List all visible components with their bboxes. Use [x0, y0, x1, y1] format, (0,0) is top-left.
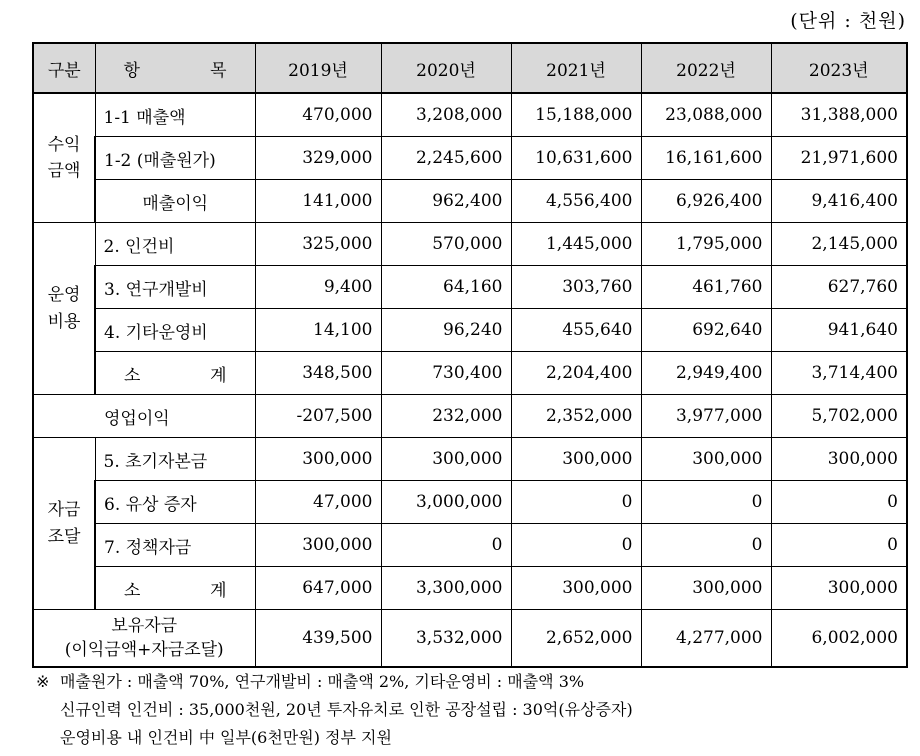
cell-value: 303,760 — [511, 266, 641, 309]
header-year: 2019년 — [255, 43, 381, 93]
cell-value: 10,631,600 — [511, 137, 641, 180]
note-mark: ※ — [36, 672, 50, 691]
cell-value: 0 — [641, 481, 771, 524]
cell-value: 0 — [511, 481, 641, 524]
cell-value: 647,000 — [255, 567, 381, 610]
row-label: 7. 정책자금 — [95, 524, 255, 567]
cell-value: 300,000 — [771, 567, 907, 610]
cell-value: 570,000 — [381, 223, 511, 266]
header-year: 2023년 — [771, 43, 907, 93]
cell-value: 3,300,000 — [381, 567, 511, 610]
cell-value: 9,400 — [255, 266, 381, 309]
cell-value: 3,532,000 — [381, 610, 511, 668]
row-label: 소 계 — [95, 567, 255, 610]
cell-value: 962,400 — [381, 180, 511, 223]
cell-value: 6,926,400 — [641, 180, 771, 223]
cell-value: 21,971,600 — [771, 137, 907, 180]
cell-value: 2,352,000 — [511, 395, 641, 438]
header-year: 2022년 — [641, 43, 771, 93]
cell-value: 461,760 — [641, 266, 771, 309]
row-label: 4. 기타운영비 — [95, 309, 255, 352]
cell-value: 31,388,000 — [771, 93, 907, 137]
cell-value: 3,977,000 — [641, 395, 771, 438]
cell-value: 1,795,000 — [641, 223, 771, 266]
row-label: 2. 인건비 — [95, 223, 255, 266]
cell-value: 4,556,400 — [511, 180, 641, 223]
table-row — [33, 309, 907, 352]
cell-value: 300,000 — [255, 438, 381, 481]
cell-value: 14,100 — [255, 309, 381, 352]
cell-value: 9,416,400 — [771, 180, 907, 223]
cell-value: 455,640 — [511, 309, 641, 352]
cell-value: 300,000 — [641, 567, 771, 610]
cell-value: 64,160 — [381, 266, 511, 309]
row-label: 1-2 (매출원가) — [95, 137, 255, 180]
row-label: 매출이익 — [95, 180, 255, 223]
table-row — [33, 223, 907, 266]
cell-value: 300,000 — [771, 438, 907, 481]
table-row — [33, 524, 907, 567]
cell-value: 325,000 — [255, 223, 381, 266]
row-label: 보유자금 (이익금액+자금조달) — [33, 610, 255, 668]
cell-value: 0 — [641, 524, 771, 567]
table-row — [33, 266, 907, 309]
row-label: 5. 초기자본금 — [95, 438, 255, 481]
cell-value: 0 — [771, 524, 907, 567]
header-item: 항 목 — [95, 43, 255, 93]
group-funding: 자금 조달 — [33, 438, 95, 610]
table-row — [33, 395, 907, 438]
cell-value: 2,204,400 — [511, 352, 641, 395]
subtotal-row — [33, 567, 907, 610]
header-category: 구분 — [33, 43, 95, 93]
cell-value: -207,500 — [255, 395, 381, 438]
table-row — [33, 93, 907, 137]
cell-value: 470,000 — [255, 93, 381, 137]
financial-table — [32, 42, 908, 668]
cell-value: 692,640 — [641, 309, 771, 352]
cell-value: 23,088,000 — [641, 93, 771, 137]
note-line: 매출원가 : 매출액 70%, 연구개발비 : 매출액 2%, 기타운영비 : 매출액 3% — [60, 672, 585, 691]
row-label: 영업이익 — [33, 395, 255, 438]
cell-value: 3,208,000 — [381, 93, 511, 137]
cell-value: 0 — [381, 524, 511, 567]
group-revenue: 수익 금액 — [33, 93, 95, 223]
cell-value: 2,949,400 — [641, 352, 771, 395]
cell-value: 47,000 — [255, 481, 381, 524]
cell-value: 300,000 — [381, 438, 511, 481]
cell-value: 15,188,000 — [511, 93, 641, 137]
cell-value: 300,000 — [511, 438, 641, 481]
unit-label: (단위 : 천원) — [790, 10, 906, 32]
note-line: 운영비용 내 인건비 中 일부(6천만원) 정부 지원 — [60, 728, 392, 747]
cell-value: 329,000 — [255, 137, 381, 180]
cell-value: 0 — [771, 481, 907, 524]
header-row — [33, 43, 907, 93]
row-label: 3. 연구개발비 — [95, 266, 255, 309]
cell-value: 3,714,400 — [771, 352, 907, 395]
table-row — [33, 481, 907, 524]
row-label: 1-1 매출액 — [95, 93, 255, 137]
cell-value: 2,245,600 — [381, 137, 511, 180]
cell-value: 96,240 — [381, 309, 511, 352]
cell-value: 3,000,000 — [381, 481, 511, 524]
row-label: 6. 유상 증자 — [95, 481, 255, 524]
table-row — [33, 610, 907, 668]
table-row — [33, 438, 907, 481]
cell-value: 730,400 — [381, 352, 511, 395]
cell-value: 1,445,000 — [511, 223, 641, 266]
cell-value: 141,000 — [255, 180, 381, 223]
cell-value: 300,000 — [641, 438, 771, 481]
cell-value: 439,500 — [255, 610, 381, 668]
row-label: 소 계 — [95, 352, 255, 395]
cell-value: 6,002,000 — [771, 610, 907, 668]
cell-value: 5,702,000 — [771, 395, 907, 438]
cell-value: 4,277,000 — [641, 610, 771, 668]
header-year: 2021년 — [511, 43, 641, 93]
table-row — [33, 137, 907, 180]
cell-value: 941,640 — [771, 309, 907, 352]
table-row — [33, 180, 907, 223]
cell-value: 232,000 — [381, 395, 511, 438]
header-year: 2020년 — [381, 43, 511, 93]
cell-value: 300,000 — [511, 567, 641, 610]
group-opcost: 운영 비용 — [33, 223, 95, 395]
cell-value: 2,652,000 — [511, 610, 641, 668]
cell-value: 300,000 — [255, 524, 381, 567]
cell-value: 16,161,600 — [641, 137, 771, 180]
cell-value: 2,145,000 — [771, 223, 907, 266]
footnotes — [36, 668, 633, 752]
cell-value: 348,500 — [255, 352, 381, 395]
note-line: 신규인력 인건비 : 35,000천원, 20년 투자유치로 인한 공장설립 : 30억(유상증자) — [60, 700, 633, 719]
cell-value: 0 — [511, 524, 641, 567]
subtotal-row — [33, 352, 907, 395]
cell-value: 627,760 — [771, 266, 907, 309]
